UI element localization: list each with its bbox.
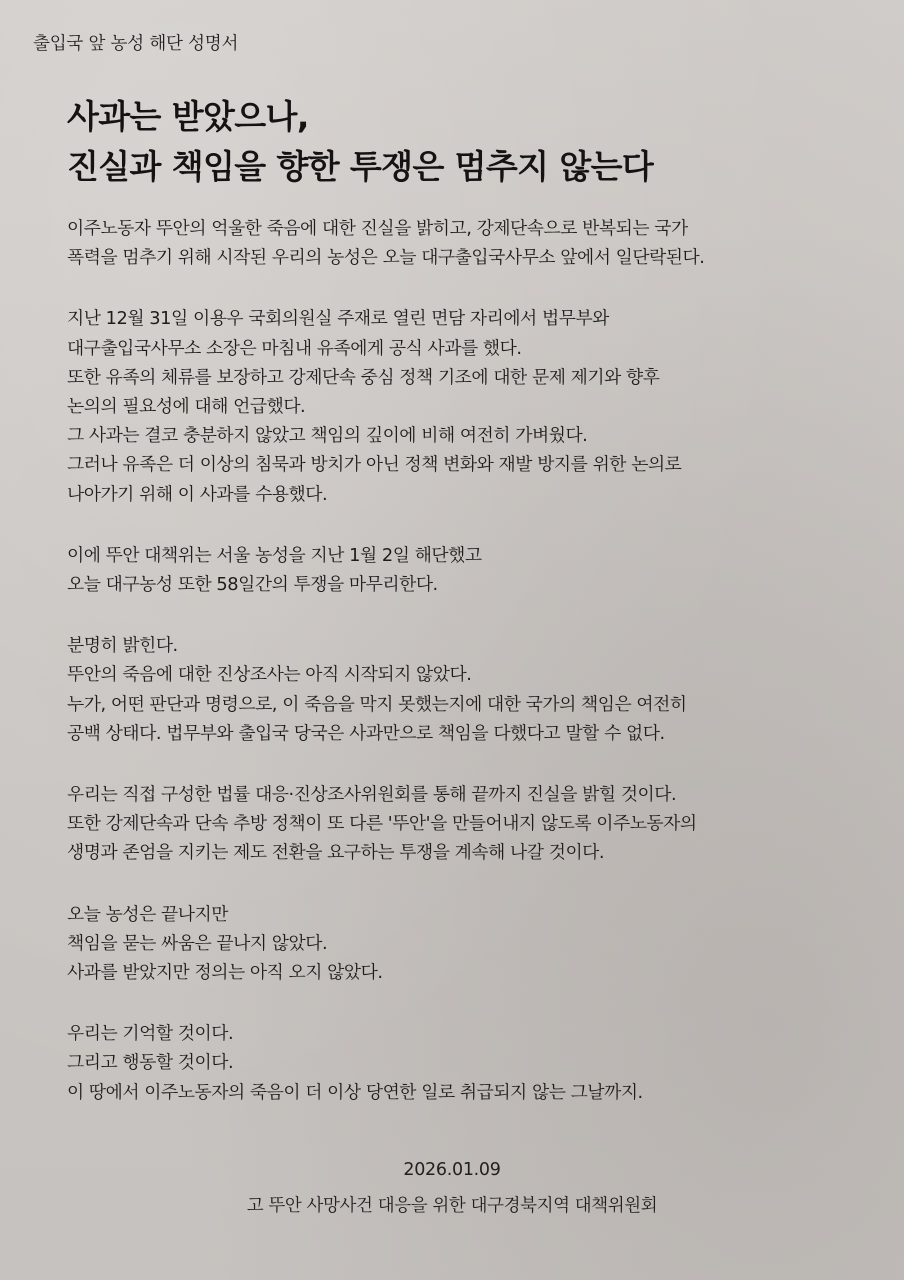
text-line: 사과를 받았지만 정의는 아직 오지 않았다. <box>67 962 383 984</box>
text-line: 이 땅에서 이주노동자의 죽음이 더 이상 당연한 일로 취급되지 않는 그날까지. <box>67 1081 643 1103</box>
paragraph <box>67 780 827 868</box>
paragraph <box>67 900 827 988</box>
paragraph <box>67 1019 827 1107</box>
text-line: 그 사과는 결코 충분하지 않았고 책임의 깊이에 비해 여전히 가벼웠다. <box>67 425 588 447</box>
text-line: 그러나 유족은 더 이상의 침묵과 방치가 아닌 정책 변화와 재발 방지를 위한 논의로 <box>67 454 682 476</box>
paragraph <box>67 631 827 748</box>
text-line: 논의의 필요성에 대해 언급했다. <box>67 396 306 418</box>
text-line: 또한 유족의 체류를 보장하고 강제단속 중심 정책 기조에 대한 문제 제기와 향후 <box>67 366 660 388</box>
text-line: 나아가기 위해 이 사과를 수용했다. <box>67 483 328 505</box>
text-line: 우리는 기억할 것이다. <box>67 1023 234 1045</box>
text-line: 생명과 존엄을 지키는 제도 전환을 요구하는 투쟁을 계속해 나갈 것이다. <box>67 842 605 864</box>
text-line: 분명히 밝힌다. <box>67 635 178 657</box>
text-line: 이에 뚜안 대책위는 서울 농성을 지난 1월 2일 해단했고 <box>67 544 482 566</box>
text-line: 뚜안의 죽음에 대한 진상조사는 아직 시작되지 않았다. <box>67 664 472 686</box>
paragraph <box>67 304 827 508</box>
statement-body <box>67 214 827 1139</box>
title-line: 진실과 책임을 향한 투쟁은 멈추지 않는다 <box>67 147 654 186</box>
title-line: 사과는 받았으나, <box>67 97 309 136</box>
issuing-organization: 고 뚜안 사망사건 대응을 위한 대구경북지역 대책위원회 <box>246 1196 658 1216</box>
statement-title <box>67 92 653 192</box>
text-line: 오늘 대구농성 또한 58일간의 투쟁을 마무리한다. <box>67 574 438 596</box>
paragraph <box>67 214 827 272</box>
text-line: 오늘 농성은 끝나지만 <box>67 903 228 925</box>
text-line: 이주노동자 뚜안의 억울한 죽음에 대한 진실을 밝히고, 강제단속으로 반복되는 국가 <box>67 218 688 239</box>
text-line: 폭력을 멈추기 위해 시작된 우리의 농성은 오늘 대구출입국사무소 앞에서 일단락된다. <box>67 247 705 269</box>
text-line: 책임을 묻는 싸움은 끝나지 않았다. <box>67 932 328 954</box>
text-line: 그리고 행동할 것이다. <box>67 1052 234 1074</box>
text-line: 또한 강제단속과 단속 추방 정책이 또 다른 '뚜안'을 만들어내지 않도록 이주노동자의 <box>67 813 697 835</box>
text-line: 지난 12월 31일 이용우 국회의원실 주재로 열린 면담 자리에서 법무부와 <box>67 308 609 330</box>
text-line: 누가, 어떤 판단과 명령으로, 이 죽음을 막지 못했는지에 대한 국가의 책임은 여전히 <box>67 693 687 715</box>
paragraph <box>67 541 827 599</box>
text-line: 우리는 직접 구성한 법률 대응·진상조사위원회를 통해 끝까지 진실을 밝힐 것이다. <box>67 784 677 806</box>
document-label: 출입국 앞 농성 해단 성명서 <box>33 34 239 54</box>
text-line: 공백 상태다. 법무부와 출입국 당국은 사과만으로 책임을 다했다고 말할 수 없다. <box>67 722 665 744</box>
text-line: 대구출입국사무소 소장은 마침내 유족에게 공식 사과를 했다. <box>67 337 522 359</box>
statement-date: 2026.01.09 <box>403 1160 501 1180</box>
